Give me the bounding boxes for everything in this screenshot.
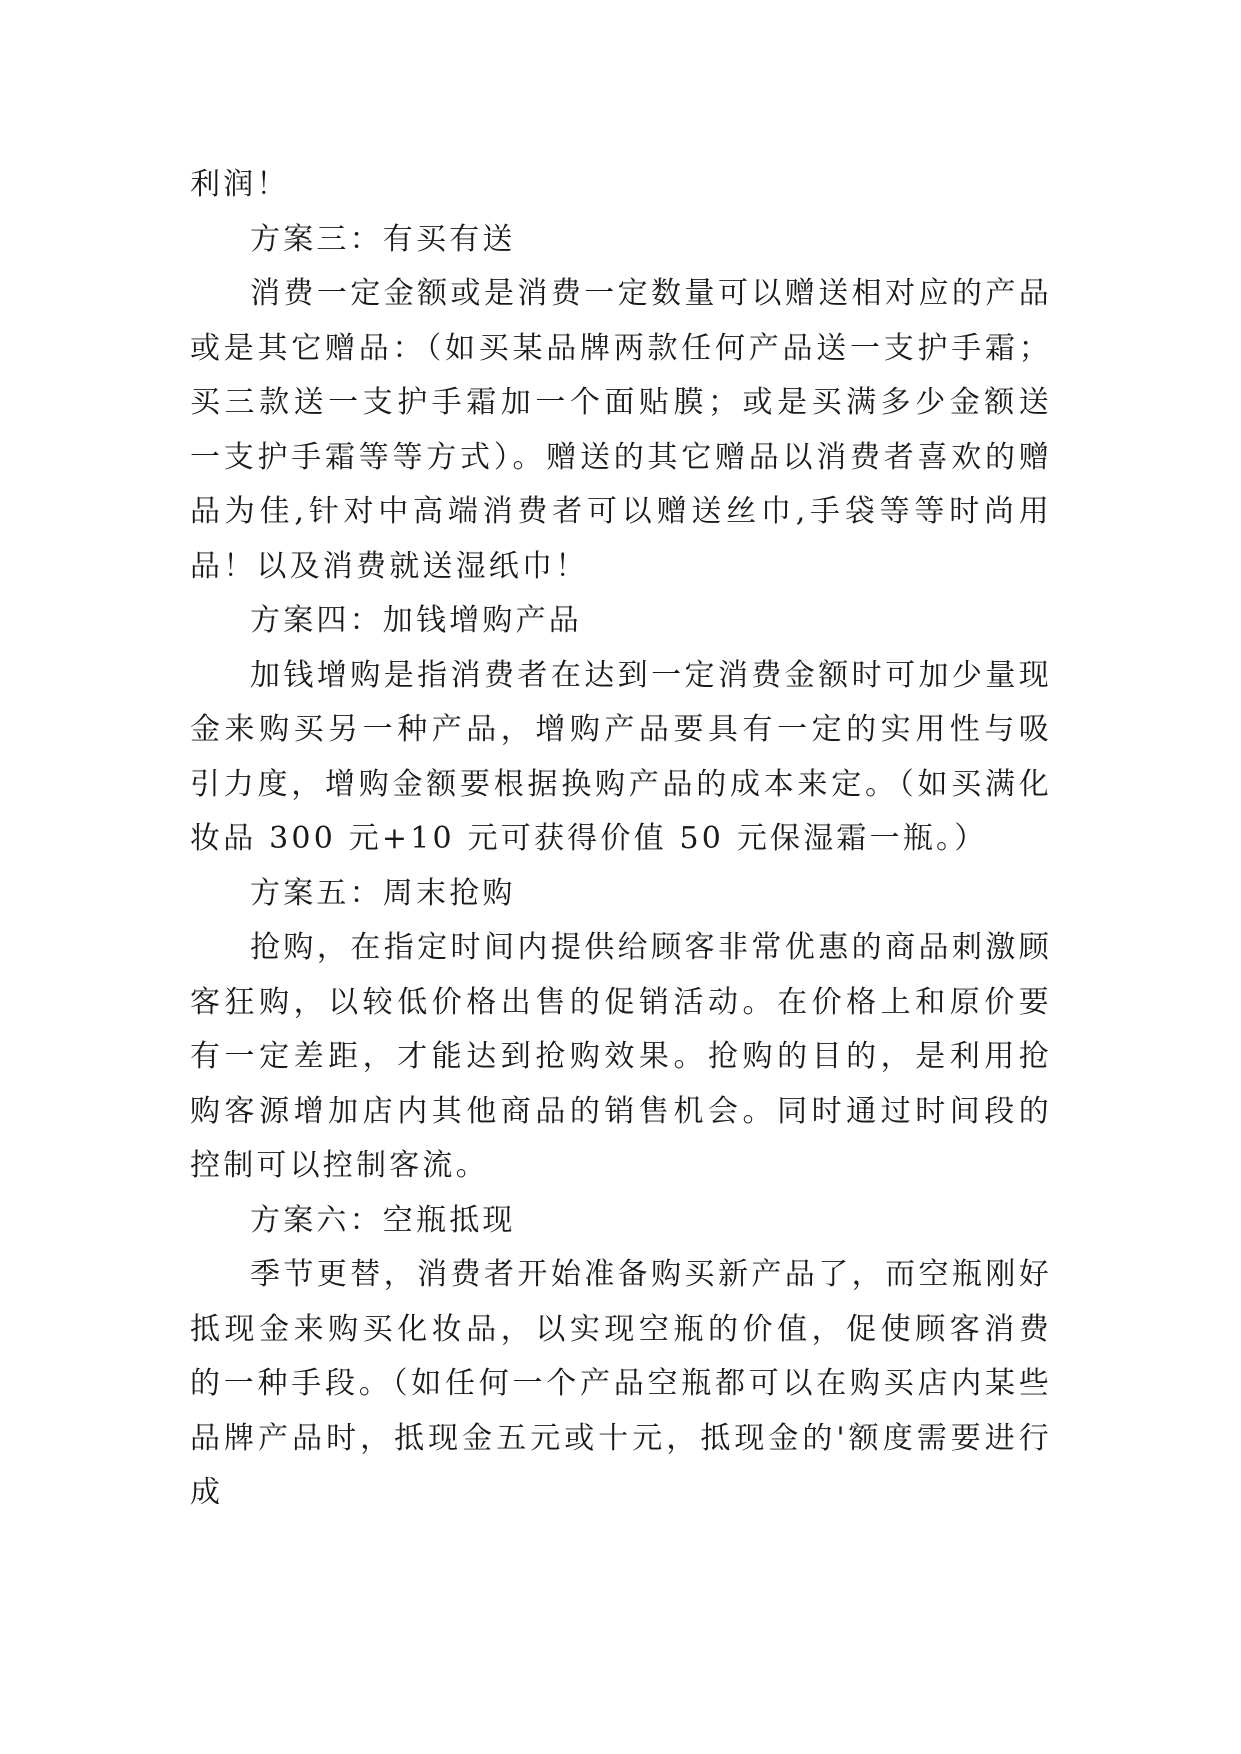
paragraph-plan-six: 季节更替，消费者开始准备购买新产品了，而空瓶刚好抵现金来购买化妆品，以实现空瓶的价值，促使顾客消费的一种手段。（如任何一个产品空瓶都可以在购买店内某些品牌产品时，抵现金五元或十元，抵现金的'额度需要进行成 xyxy=(190,1257,1052,1510)
paragraph-plan-four: 加钱增购是指消费者在达到一定消费金额时可加少量现金来购买另一种产品，增购产品要具有一定的实用性与吸引力度，增购金额要根据换购产品的成本来定。（如买满化妆品 300 元+10 元可获得价值 50 元保湿霜一瓶。） xyxy=(190,657,1052,856)
heading-plan-six: 方案六：空瓶抵现 xyxy=(250,1202,516,1238)
document-body xyxy=(190,158,1052,1521)
paragraph-continuation: 利润！ xyxy=(190,167,290,202)
paragraph-plan-five: 抢购，在指定时间内提供给顾客非常优惠的商品刺激顾客狂购，以较低价格出售的促销活动。在价格上和原价要有一定差距，才能达到抢购效果。抢购的目的，是利用抢购客源增加店内其他商品的销售机会。同时通过时间段的控制可以控制客流。 xyxy=(190,930,1052,1183)
paragraph-plan-three: 消费一定金额或是消费一定数量可以赠送相对应的产品或是其它赠品：（如买某品牌两款任何产品送一支护手霜；买三款送一支护手霜加一个面贴膜；或是买满多少金额送一支护手霜等等方式）。赠送的其它赠品以消费者喜欢的赠品为佳,针对中高端消费者可以赠送丝巾,手袋等等时尚用品！以及消费就送湿纸巾！ xyxy=(190,276,1052,584)
heading-plan-five: 方案五：周末抢购 xyxy=(250,875,516,911)
heading-plan-three: 方案三：有买有送 xyxy=(250,221,516,257)
heading-plan-four: 方案四：加钱增购产品 xyxy=(250,603,582,638)
